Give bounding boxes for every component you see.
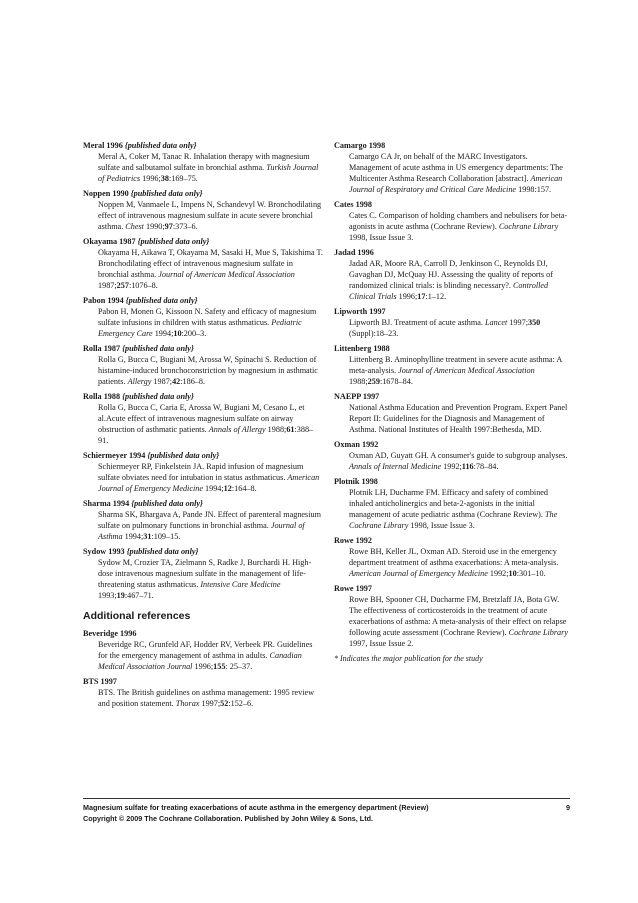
citation-text: :373–6.: [172, 222, 198, 231]
reference-citation: [83, 639, 323, 672]
citation-text: Cates C. Comparison of holding chambers and nebulisers for beta-agonists in acute asthma (Cochrane Review).: [349, 211, 568, 231]
reference-entry: [334, 439, 570, 472]
reference-heading: [83, 295, 323, 306]
reference-flag: {published data only}: [126, 547, 199, 556]
journal-name: American Journal of Emergency Medicine: [349, 569, 488, 578]
reference-study-id: Noppen 1990: [83, 189, 129, 198]
reference-study-id: Rowe 1992: [334, 536, 372, 545]
reference-heading: [334, 247, 570, 258]
reference-entry: [83, 295, 323, 339]
reference-citation: [83, 247, 323, 291]
reference-entry: [334, 343, 570, 387]
journal-name: Chest: [125, 222, 144, 231]
citation-text: 1996;: [192, 662, 214, 671]
reference-entry: [334, 247, 570, 302]
journal-name: The Cochrane Library: [349, 510, 558, 530]
citation-text: :186–8.: [180, 377, 206, 386]
journal-name: Controlled Clinical Trials: [349, 281, 549, 301]
reference-heading: [83, 450, 323, 461]
reference-study-id: BTS 1997: [83, 677, 117, 686]
reference-citation: [334, 210, 570, 243]
reference-heading: [83, 546, 323, 557]
volume-number: 155: [213, 662, 226, 671]
citation-text: 1998, Issue Issue 3.: [349, 233, 414, 242]
journal-name: Annals of Allergy: [208, 425, 266, 434]
reference-entry: [83, 498, 323, 542]
reference-flag: {published data only}: [131, 499, 203, 508]
citation-text: Plotnik LH, Ducharme FM. Efficacy and safety of combined inhaled anticholinergics and beta-2-agonists in the initial management of acute pediatric asthma (Cochrane Review).: [349, 488, 549, 519]
reference-citation: [83, 151, 323, 184]
reference-entry: [83, 391, 323, 446]
reference-heading: [83, 498, 323, 509]
reference-entry: [83, 140, 323, 184]
journal-name: Allergy: [127, 377, 152, 386]
reference-heading: [334, 199, 570, 210]
citation-text: :200–3.: [181, 329, 207, 338]
reference-heading: [83, 391, 323, 402]
volume-number: 10: [173, 329, 182, 338]
reference-citation: [334, 317, 570, 339]
citation-text: Lipworth BJ. Treatment of acute asthma.: [349, 318, 485, 327]
section-title-additional-references: Additional references: [83, 610, 191, 622]
journal-name: Pediatric Emergency Care: [98, 318, 302, 338]
reference-study-id: Rowe 1997: [334, 584, 372, 593]
journal-name: Journal of American Medical Association: [158, 270, 295, 279]
reference-citation: [83, 557, 323, 601]
reference-heading: [334, 306, 570, 317]
reference-heading: [83, 236, 323, 247]
reference-heading: [83, 188, 323, 199]
reference-citation: [83, 402, 323, 446]
citation-text: Noppen M, Vanmaele L, Impens N, Schandevyl W. Bronchodilating effect of intravenous magnesium sulfate in acute severe bronchial asthma.: [98, 200, 322, 231]
volume-number: 61: [286, 425, 295, 434]
reference-heading: [334, 343, 570, 354]
reference-heading: [334, 476, 570, 487]
journal-name: American Journal of Respiratory and Critical Care Medicine: [349, 174, 563, 194]
reference-study-id: Littenberg 1988: [334, 344, 390, 353]
citation-text: 1990;: [143, 222, 165, 231]
volume-number: 52: [220, 699, 229, 708]
additional-references-list: [83, 628, 323, 709]
reference-heading: [334, 140, 570, 151]
reference-study-id: Sharma 1994: [83, 499, 130, 508]
reference-flag: {published data only}: [130, 189, 203, 198]
reference-heading: [334, 439, 570, 450]
citation-text: Rolla G, Bucca C, Bugiani M, Arossa W, Spinachi S. Reduction of histamine-induced bronchoconstriction by magnesium in asthmatic patients.: [98, 355, 318, 386]
page-footer: [83, 798, 570, 824]
citation-text: :152–6.: [228, 699, 254, 708]
reference-citation: [334, 151, 570, 195]
reference-entry: [83, 343, 323, 387]
footnote: * Indicates the major publication for the study: [334, 654, 483, 663]
reference-citation: [83, 509, 323, 542]
reference-entry: [334, 476, 570, 531]
reference-heading: [83, 628, 323, 639]
reference-citation: [334, 354, 570, 387]
reference-study-id: Pabon 1994: [83, 296, 124, 305]
reference-entry: [334, 140, 570, 195]
reference-entry: [83, 628, 323, 672]
reference-study-id: NAEPP 1997: [334, 392, 380, 401]
volume-number: 116: [461, 462, 474, 471]
citation-text: 1997;: [199, 699, 221, 708]
citation-text: BTS. The British guidelines on asthma management: 1995 review and position statement.: [98, 688, 315, 708]
citation-text: Beveridge RC, Grunfeld AF, Hodder RV, Verbeek PR. Guidelines for the emergency management of asthma in adults.: [98, 640, 313, 660]
reference-citation: [83, 199, 323, 232]
reference-entry: [334, 199, 570, 243]
citation-text: 1992;: [487, 569, 509, 578]
volume-number: 257: [116, 281, 129, 290]
reference-flag: {published data only}: [125, 296, 198, 305]
volume-number: 42: [172, 377, 181, 386]
reference-study-id: Camargo 1998: [334, 141, 386, 150]
citation-text: 1993;: [98, 591, 117, 600]
included-references-list: [83, 140, 323, 601]
citation-text: :109–15.: [151, 532, 181, 541]
reference-entry: [334, 306, 570, 339]
reference-citation: [334, 450, 570, 472]
volume-number: 17: [417, 292, 426, 301]
reference-heading: [83, 343, 323, 354]
journal-name: Cochrane Library: [508, 628, 568, 637]
citation-text: Camargo CA Jr, on behalf of the MARC Investigators. Management of acute asthma in US emergency departments: The Multicenter Asthma Research Collaboration [abstract].: [349, 152, 563, 183]
citation-text: 1988;: [265, 425, 287, 434]
reference-entry: [334, 535, 570, 579]
reference-flag: {published data only}: [122, 344, 194, 353]
citation-text: :164–8.: [231, 484, 257, 493]
citation-text: 1998, Issue Issue 3.: [408, 521, 475, 530]
additional-references-list-continued: [334, 140, 570, 649]
reference-study-id: Beveridge 1996: [83, 629, 137, 638]
reference-study-id: Meral 1996: [83, 141, 123, 150]
reference-entry: [83, 188, 323, 232]
citation-text: 1988;: [349, 377, 368, 386]
citation-text: 1992;: [441, 462, 462, 471]
reference-flag: {published data only}: [137, 237, 210, 246]
citation-text: 1987;: [151, 377, 173, 386]
citation-text: :467–71.: [124, 591, 154, 600]
right-column: [334, 140, 570, 664]
volume-number: 38: [160, 174, 169, 183]
reference-citation: [83, 354, 323, 387]
citation-text: Littenberg B. Aminophylline treatment in severe acute asthma: A meta-analysis.: [349, 355, 562, 375]
reference-study-id: Rolla 1987: [83, 344, 121, 353]
reference-study-id: Oxman 1992: [334, 440, 379, 449]
journal-name: Thorax: [175, 699, 200, 708]
journal-name: American Journal of Emergency Medicine: [98, 473, 320, 493]
citation-text: 1996;: [396, 292, 418, 301]
citation-text: Sydow M, Crozier TA, Zielmann S, Radke J, Burchardi H. High-dose intravenous magnesium sulfate in the management of life-threatening status asthmaticus.: [98, 558, 312, 589]
citation-text: 1994;: [202, 484, 224, 493]
reference-citation: [83, 687, 323, 709]
reference-citation: [334, 402, 570, 435]
reference-entry: [334, 391, 570, 435]
page-number: 9: [566, 803, 570, 812]
citation-text: Meral A, Coker M, Tanac R. Inhalation therapy with magnesium sulfate and salbutamol sulfate in bronchial asthma.: [98, 152, 310, 172]
citation-text: 1987;: [98, 281, 117, 290]
volume-number: 31: [143, 532, 152, 541]
citation-text: Jadad AR, Moore RA, Carroll D, Jenkinson C, Reynolds DJ, Gavaghan DJ, McQuay HJ. Assessing the quality of reports of randomized clinical trials: is blinding necessary?.: [349, 259, 553, 290]
citation-text: :78–84.: [473, 462, 499, 471]
reference-heading: [83, 676, 323, 687]
journal-name: Intensive Care Medicine: [200, 580, 281, 589]
citation-text: : 25–37.: [225, 662, 253, 671]
volume-number: 350: [527, 318, 541, 327]
reference-flag: {published data only}: [147, 451, 220, 460]
reference-citation: [83, 306, 323, 339]
reference-entry: [83, 236, 323, 291]
reference-flag: {published data only}: [124, 141, 197, 150]
citation-text: :1–12.: [425, 292, 447, 301]
citation-text: 1997, Issue Issue 2.: [349, 639, 414, 648]
journal-name: Journal of Asthma: [98, 521, 305, 541]
journal-name: Canadian Medical Association Journal: [98, 651, 302, 671]
citation-text: National Asthma Education and Prevention Program. Expert Panel Report II: Guidelines for the Diagnosis and Management of Asthma. National Institutes of Health 1997:Bethesda, MD.: [349, 403, 568, 434]
reference-entry: [83, 546, 323, 601]
journal-name: Annals of Internal Medicine: [349, 462, 442, 471]
reference-study-id: Lipworth 1997: [334, 307, 386, 316]
volume-number: 10: [508, 569, 517, 578]
reference-citation: [334, 258, 570, 302]
volume-number: 19: [116, 591, 125, 600]
volume-number: 97: [164, 222, 173, 231]
citation-text: Rolla G, Bucca C, Caria E, Arossa W, Bugiani M, Cesano L, et al.Acute effect of intravenous magnesium sulfate on airway obstruction of asthmatic patients.: [98, 403, 305, 434]
citation-text: 1994;: [122, 532, 144, 541]
reference-entry: [334, 583, 570, 649]
reference-study-id: Sydow 1993: [83, 547, 125, 556]
citation-text: 1997;: [507, 318, 528, 327]
journal-name: Journal of American Medical Association: [398, 366, 535, 375]
reference-flag: {published data only}: [122, 392, 194, 401]
citation-text: 1998:157.: [516, 185, 552, 194]
citation-text: Schiermeyer RP, Finkelstein JA. Rapid infusion of magnesium sulfate obviates need for intubation in status asthmaticus.: [98, 462, 304, 482]
reference-study-id: Plotnik 1998: [334, 477, 378, 486]
reference-study-id: Okayama 1987: [83, 237, 136, 246]
citation-text: 1996;: [140, 174, 161, 183]
citation-text: :169–75.: [168, 174, 198, 183]
journal-name: Turkish Journal of Pediatrics: [98, 163, 319, 183]
citation-text: Sharma SK, Bhargava A, Pande JN. Effect of parenteral magnesium sulfate on pulmonary functions in bronchial asthma.: [98, 510, 321, 530]
left-column: [83, 140, 323, 713]
reference-heading: [334, 391, 570, 402]
reference-heading: [334, 535, 570, 546]
citation-text: Rowe BH, Keller JL, Oxman AD. Steroid use in the emergency department treatment of asthma exacerbations: A meta-analysis.: [349, 547, 559, 567]
footer-title: Magnesium sulfate for treating exacerbations of acute asthma in the emergency department (Review): [83, 803, 429, 812]
citation-text: 1994;: [152, 329, 174, 338]
citation-text: :1678–84.: [379, 377, 413, 386]
reference-entry: [83, 676, 323, 709]
citation-text: Okayama H, Aikawa T, Okayama M, Sasaki H, Mue S, Takishima T. Bronchodilating effect of intravenous magnesium sulfate in bronchial asthma.: [98, 248, 323, 279]
volume-number: 12: [223, 484, 232, 493]
journal-name: Lancet: [484, 318, 508, 327]
reference-entry: [83, 450, 323, 494]
citation-text: Rowe BH, Spooner CH, Ducharme FM, Bretzlaff JA, Bota GW. The effectiveness of corticosteroids in the treatment of acute exacerbations of asthma: A meta-analysis of their effect on relapse following acute assessment (Cochrane Review).: [349, 595, 567, 637]
reference-study-id: Cates 1998: [334, 200, 372, 209]
footer-copyright: Copyright © 2009 The Cochrane Collaboration. Published by John Wiley & Sons, Ltd.: [83, 814, 373, 823]
reference-citation: [334, 546, 570, 579]
citation-text: :301–10.: [516, 569, 546, 578]
reference-citation: [334, 594, 570, 649]
reference-heading: [83, 140, 323, 151]
citation-text: :1076–8.: [128, 281, 158, 290]
citation-text: (Suppl):18–23.: [349, 329, 399, 338]
journal-name: Cochrane Library: [498, 222, 559, 231]
citation-text: :388–91.: [98, 425, 314, 445]
citation-text: Oxman AD, Guyatt GH. A consumer's guide to subgroup analyses.: [349, 451, 568, 460]
reference-heading: [334, 583, 570, 594]
reference-study-id: Schiermeyer 1994: [83, 451, 146, 460]
reference-citation: [83, 461, 323, 494]
reference-citation: [334, 487, 570, 531]
reference-study-id: Jadad 1996: [334, 248, 374, 257]
reference-study-id: Rolla 1988: [83, 392, 121, 401]
volume-number: 259: [367, 377, 380, 386]
citation-text: Pabon H, Monen G, Kissoon N. Safety and efficacy of magnesium sulfate infusions in children with status asthmaticus.: [98, 307, 317, 327]
